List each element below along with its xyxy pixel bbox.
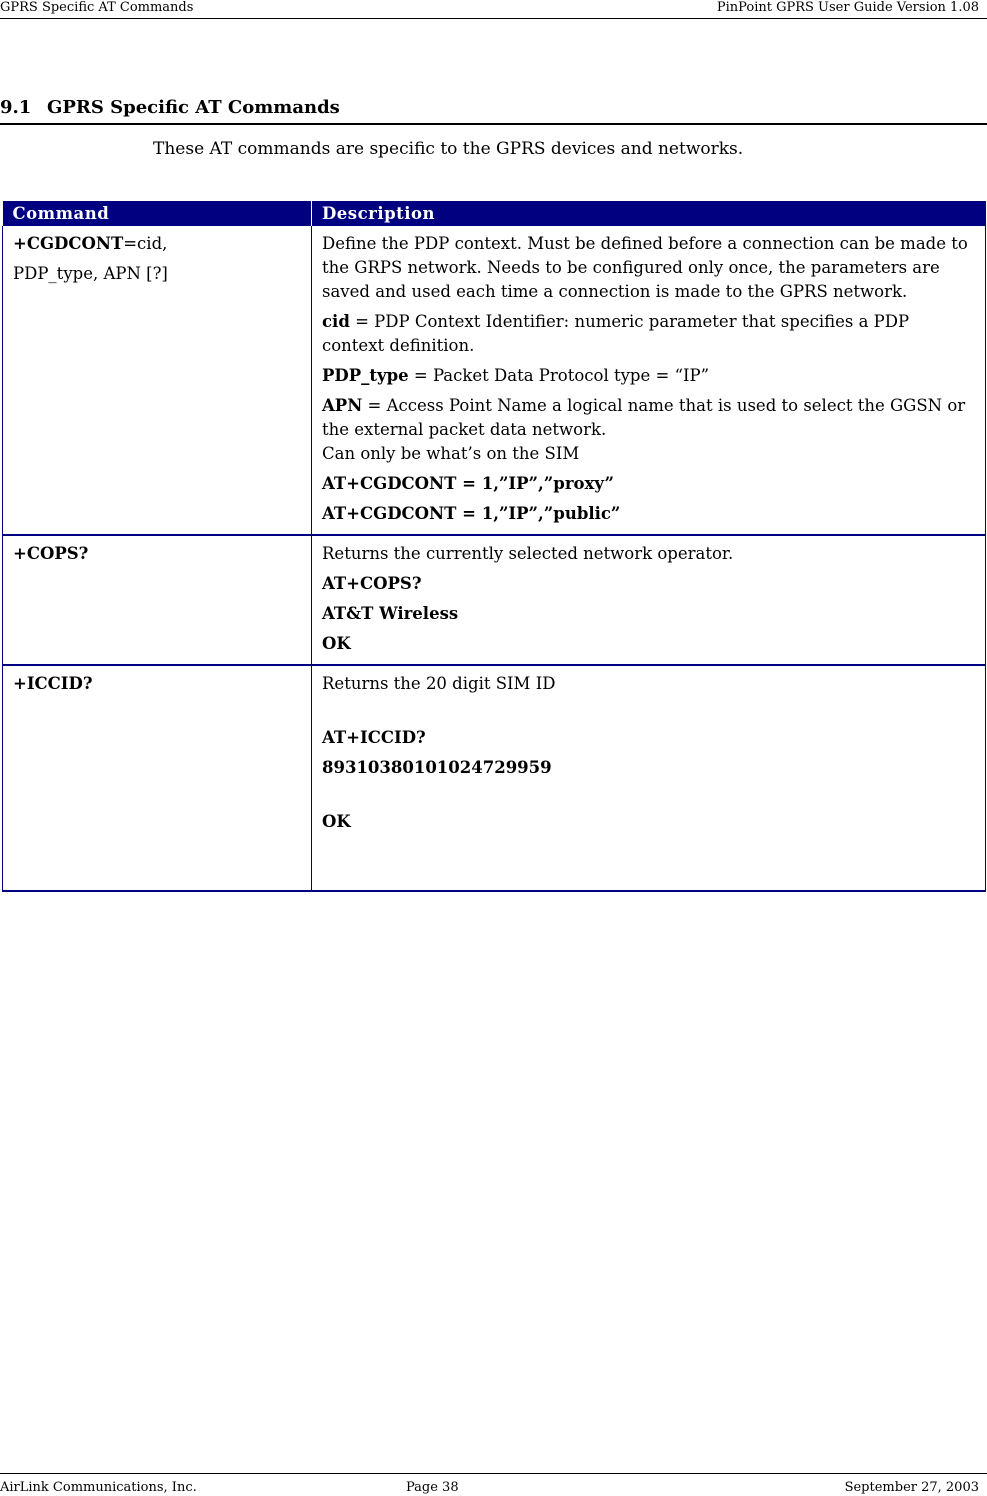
footer-company: AirLink Communications, Inc.	[0, 1480, 197, 1495]
commands-table	[2, 201, 986, 892]
param-cid: cid = PDP Context Identifier: numeric parameter that specifies a PDP context definition.	[322, 312, 910, 355]
header-left-text: GPRS Specific AT Commands	[0, 0, 194, 15]
param-apn: APN = Access Point Name a logical name that is used to select the GGSN or the external packet data network.	[322, 396, 966, 439]
description-text: Returns the 20 digit SIM ID	[322, 674, 556, 693]
page-footer	[0, 1473, 987, 1496]
command-params: PDP_type, APN [?]	[13, 264, 168, 283]
description-text: Define the PDP context. Must be defined before a connection can be made to the GRPS network. Needs to be configured only once, the parameters are saved and used each time a connection is made to the GPRS network.	[322, 234, 968, 301]
table-row	[3, 535, 986, 665]
spacer	[322, 786, 975, 810]
header-right-text: PinPoint GPRS User Guide Version 1.08	[716, 0, 979, 15]
description-text: Returns the currently selected network operator.	[322, 544, 734, 563]
example-line: AT+COPS?	[322, 574, 422, 593]
column-header-description: Description	[312, 201, 986, 226]
description-cell	[312, 665, 986, 891]
command-name: +COPS?	[13, 544, 89, 563]
example-line: AT+CGDCONT = 1,”IP”,”public”	[322, 504, 621, 523]
page-header	[0, 0, 987, 19]
table-row	[3, 665, 986, 891]
section-title: GPRS Specific AT Commands	[47, 97, 340, 118]
example-line: AT&T Wireless	[322, 604, 459, 623]
command-name: +CGDCONT=cid,	[13, 234, 168, 253]
section-intro: These AT commands are specific to the GPRS devices and networks.	[153, 139, 744, 159]
example-line: 89310380101024729959	[322, 758, 552, 777]
command-name: +ICCID?	[13, 674, 93, 693]
example-line: AT+CGDCONT = 1,”IP”,”proxy”	[322, 474, 615, 493]
section-heading	[0, 97, 987, 125]
command-cell	[3, 226, 312, 535]
footer-page-number: Page 38	[406, 1480, 459, 1495]
description-cell	[312, 226, 986, 535]
param-pdp-type: PDP_type = Packet Data Protocol type = “IP”	[322, 366, 710, 385]
command-cell	[3, 535, 312, 665]
example-line: OK	[322, 634, 351, 653]
section-number: 9.1	[0, 97, 32, 118]
example-line: AT+ICCID?	[322, 728, 426, 747]
column-header-command: Command	[3, 201, 312, 226]
command-cell	[3, 665, 312, 891]
apn-note: Can only be what’s on the SIM	[322, 444, 580, 463]
footer-date: September 27, 2003	[844, 1480, 979, 1495]
spacer	[322, 702, 975, 726]
table-header-row	[3, 201, 986, 226]
description-cell	[312, 535, 986, 665]
table-row	[3, 226, 986, 535]
example-line: OK	[322, 812, 351, 831]
